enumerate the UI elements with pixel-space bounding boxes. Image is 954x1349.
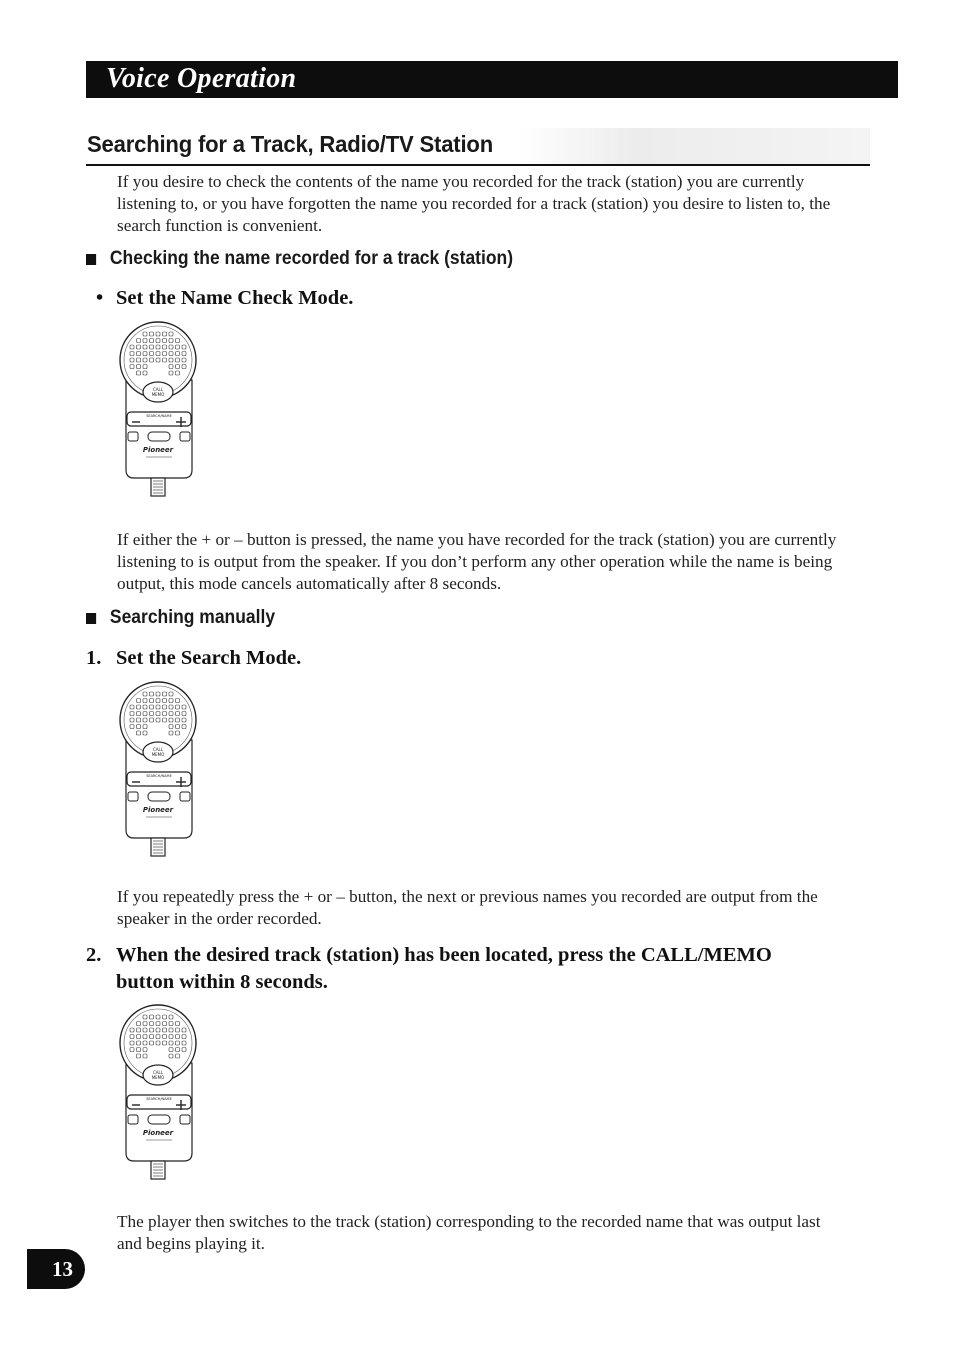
bullet-name-check-text: Set the Name Check Mode.: [116, 287, 354, 309]
header-banner: [86, 61, 898, 98]
search-label: SEARCH/NAME: [146, 774, 172, 778]
small-button: [128, 432, 138, 441]
search-mode-paragraph: If you repeatedly press the + or – button, the next or previous names you recorded are output from the speaker in the order recorded.: [117, 887, 818, 928]
search-label: SEARCH/NAME: [146, 414, 172, 418]
brand-logo: Pioneer: [142, 806, 174, 814]
section-heading: [86, 128, 870, 166]
memo-label: MEMO: [151, 392, 165, 397]
page-header-title: Voice Operation: [106, 63, 297, 94]
call-label: CALL: [153, 387, 163, 392]
page-number: 13: [27, 1249, 85, 1289]
brand-logo: Pioneer: [142, 1129, 174, 1137]
small-button: [148, 1115, 170, 1124]
small-button: [180, 1115, 190, 1124]
step-1-text: Set the Search Mode.: [116, 647, 302, 669]
section-title: Searching for a Track, Radio/TV Station: [87, 131, 494, 157]
small-button: [128, 792, 138, 801]
small-button: [180, 792, 190, 801]
step-1: [86, 645, 301, 672]
call-label: CALL: [153, 1070, 163, 1075]
name-check-paragraph: If either the + or – button is pressed, the name you have recorded for the track (station) you are currently listening to is output from the speaker. If you don’t perform any other operation while the name is being output, this mode cancels automatically after 8 seconds.: [117, 530, 837, 593]
small-button: [128, 1115, 138, 1124]
small-button: [180, 432, 190, 441]
remote-control-illustration-1: [118, 320, 200, 500]
brand-logo: Pioneer: [142, 446, 174, 454]
remote-control-illustration-3: [118, 1003, 200, 1183]
step-1-number: 1.: [86, 647, 102, 669]
step-2-number: 2.: [86, 944, 102, 966]
small-button: [148, 432, 170, 441]
step-2: [86, 942, 772, 996]
small-button: [148, 792, 170, 801]
search-label: SEARCH/NAME: [146, 1097, 172, 1101]
subheading-check: [86, 247, 513, 271]
intro-paragraph: If you desire to check the contents of the name you recorded for the track (station) you are currently listening to, or you have forgotten the name you recorded for a track (station) you desire to listen to, the search function is convenient.: [117, 172, 831, 235]
step-2-line-1: When the desired track (station) has been located, press the CALL/MEMO: [116, 944, 772, 966]
step-2-line-2: button within 8 seconds.: [116, 971, 328, 993]
subheading-manual-text: Searching manually: [109, 607, 276, 628]
call-label: CALL: [153, 747, 163, 752]
confirm-paragraph: The player then switches to the track (station) corresponding to the recorded name that was output last and begins playing it.: [117, 1212, 821, 1253]
remote-control-illustration-2: [118, 680, 200, 860]
memo-label: MEMO: [151, 752, 165, 757]
bullet-marker: •: [96, 287, 104, 309]
square-bullet-icon: [86, 613, 96, 624]
subheading-manual: [86, 606, 275, 630]
bullet-name-check: [96, 285, 353, 312]
subheading-check-text: Checking the name recorded for a track (station): [109, 248, 514, 269]
square-bullet-icon: [86, 254, 96, 265]
memo-label: MEMO: [151, 1075, 165, 1080]
